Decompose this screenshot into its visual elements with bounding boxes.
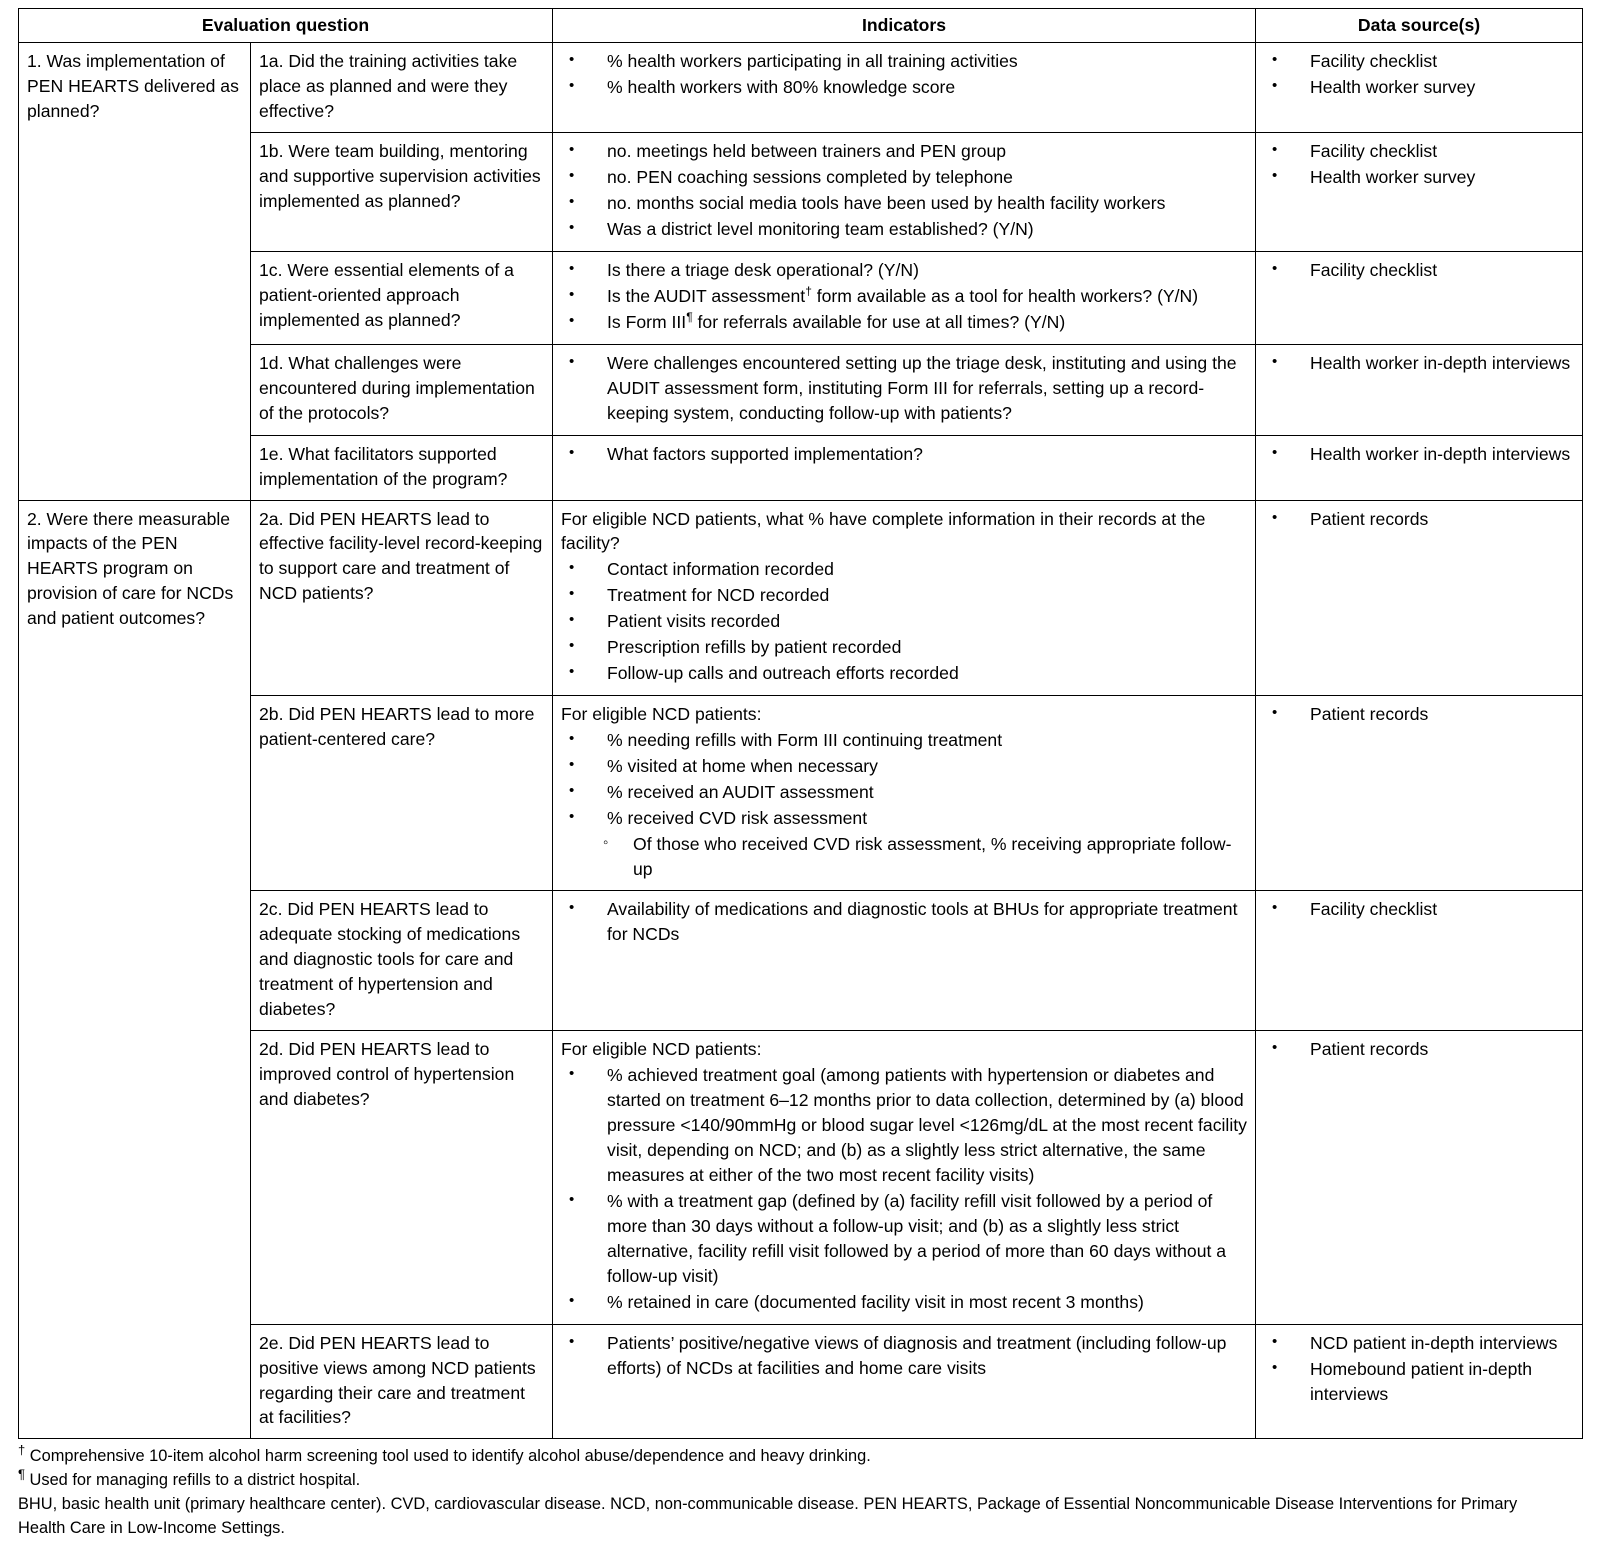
- list-item: • Facility checklist: [1264, 49, 1574, 74]
- subquestion-2b: 2b. Did PEN HEARTS lead to more patient-centered care?: [251, 696, 553, 891]
- list-item: • no. meetings held between trainers and PEN group: [561, 139, 1247, 164]
- evaluation-question-2: 2. Were there measurable impacts of the PEN HEARTS program on provision of care for NCDs and patient outcomes?: [19, 500, 251, 1439]
- header-indicators: Indicators: [553, 9, 1256, 43]
- abbreviations-note: BHU, basic health unit (primary healthcare center). CVD, cardiovascular disease. NCD, non-communicable disease. PEN HEARTS, Package of Essential Noncommunicable Disease Interventions for Primary Health Care in Low-Income Settings.: [18, 1495, 1518, 1537]
- subquestion-1c: 1c. Were essential elements of a patient-oriented approach implemented as planned?: [251, 251, 553, 344]
- list-item: • % needing refills with Form III continuing treatment: [561, 728, 1247, 753]
- list-item: • Was a district level monitoring team established? (Y/N): [561, 217, 1247, 242]
- list-item: • % received CVD risk assessment: [561, 806, 1247, 831]
- indicator-text-cont: for referrals available for use at all times? (Y/N): [692, 311, 1066, 332]
- data-sources-1a: [1256, 42, 1583, 132]
- list-item: • Patients’ positive/negative views of diagnosis and treatment (including follow-up efforts) of NCDs at facilities and home care visits: [561, 1331, 1247, 1381]
- table-header-row: [19, 9, 1583, 43]
- subquestion-2a: 2a. Did PEN HEARTS lead to effective facility-level record-keeping to support care and treatment of NCD patients?: [251, 500, 553, 696]
- footnote-pilcrow: [18, 1466, 1582, 1493]
- subquestion-1e: 1e. What facilitators supported implementation of the program?: [251, 435, 553, 500]
- data-sources-1d: [1256, 344, 1583, 435]
- subquestion-1b: 1b. Were team building, mentoring and supportive supervision activities implemented as planned?: [251, 132, 553, 251]
- indicator-text-cont: form available as a tool for health workers? (Y/N): [811, 285, 1199, 306]
- dagger-marker: †: [18, 1442, 26, 1458]
- indicator-text: Is the AUDIT assessment: [607, 285, 806, 306]
- list-item: • Prescription refills by patient recorded: [561, 635, 1247, 660]
- evaluation-framework-table: [18, 8, 1583, 1439]
- data-sources-1e: [1256, 435, 1583, 500]
- data-sources-2d: [1256, 1030, 1583, 1324]
- footnote-marker-dagger: †: [805, 283, 812, 298]
- indicators-1c: [553, 251, 1256, 344]
- table-row: [19, 696, 1583, 891]
- table-row: [19, 891, 1583, 1031]
- list-item: • % achieved treatment goal (among patients with hypertension or diabetes and started on treatment 6–12 months prior to data collection, determined by (a) blood pressure <140/90mmHg or blood sugar level <126mg/dL at the most recent facility visit, depending on NCD; and (b) as a slightly less strict alternative, the same measures at either of the two most recent facility visits): [561, 1063, 1247, 1188]
- evaluation-question-1: 1. Was implementation of PEN HEARTS delivered as planned?: [19, 42, 251, 500]
- list-item: • Homebound patient in-depth interviews: [1264, 1357, 1574, 1407]
- footnote-dagger-text: Comprehensive 10-item alcohol harm screening tool used to identify alcohol abuse/dependence and heavy drinking.: [25, 1447, 871, 1466]
- sub-list-item: ◦ Of those who received CVD risk assessment, % receiving appropriate follow-up: [561, 832, 1247, 882]
- data-sources-1b: [1256, 132, 1583, 251]
- indicators-1a: [553, 42, 1256, 132]
- list-item: • Patient records: [1264, 1037, 1574, 1062]
- data-sources-1c: [1256, 251, 1583, 344]
- table-row: [19, 251, 1583, 344]
- table-row: [19, 435, 1583, 500]
- list-item: • Facility checklist: [1264, 258, 1574, 283]
- list-item: • no. PEN coaching sessions completed by telephone: [561, 165, 1247, 190]
- list-item: • Availability of medications and diagnostic tools at BHUs for appropriate treatment for NCDs: [561, 897, 1247, 947]
- data-sources-2a: [1256, 500, 1583, 696]
- list-item: • Health worker in-depth interviews: [1264, 442, 1574, 467]
- subquestion-2d: 2d. Did PEN HEARTS lead to improved control of hypertension and diabetes?: [251, 1030, 553, 1324]
- list-item: • NCD patient in-depth interviews: [1264, 1331, 1574, 1356]
- list-item: • Health worker survey: [1264, 165, 1574, 190]
- indicator-lead: For eligible NCD patients, what % have complete information in their records at the facility?: [561, 508, 1206, 554]
- footnote-marker-pilcrow: ¶: [686, 309, 693, 324]
- list-item: • % retained in care (documented facility visit in most recent 3 months): [561, 1290, 1247, 1315]
- header-data-sources: Data source(s): [1256, 9, 1583, 43]
- list-item: • % health workers with 80% knowledge score: [561, 75, 1247, 100]
- list-item: • Health worker in-depth interviews: [1264, 351, 1574, 376]
- indicators-2b: [553, 696, 1256, 891]
- table-row: [19, 42, 1583, 132]
- list-item: • Patient records: [1264, 507, 1574, 532]
- list-item: • % received an AUDIT assessment: [561, 780, 1247, 805]
- indicators-2d: [553, 1030, 1256, 1324]
- list-item: • Facility checklist: [1264, 139, 1574, 164]
- table-row: [19, 344, 1583, 435]
- list-item: • Follow-up calls and outreach efforts recorded: [561, 661, 1247, 686]
- list-item: • Patient visits recorded: [561, 609, 1247, 634]
- indicators-1b: [553, 132, 1256, 251]
- data-sources-2b: [1256, 696, 1583, 891]
- list-item: • % health workers participating in all training activities: [561, 49, 1247, 74]
- list-item: • no. months social media tools have been used by health facility workers: [561, 191, 1247, 216]
- indicator-text: Is Form III: [607, 311, 687, 332]
- header-evaluation-question: Evaluation question: [19, 9, 553, 43]
- footnote-dagger: [18, 1442, 1582, 1469]
- subquestion-2c: 2c. Did PEN HEARTS lead to adequate stocking of medications and diagnostic tools for care and treatment of hypertension and diabetes?: [251, 891, 553, 1031]
- indicators-2a: [553, 500, 1256, 696]
- list-item: • Were challenges encountered setting up the triage desk, instituting and using the AUDIT assessment form, instituting Form III for referrals, setting up a record-keeping system, conducting follow-up with patients?: [561, 351, 1247, 426]
- list-item: • % visited at home when necessary: [561, 754, 1247, 779]
- list-item: • What factors supported implementation?: [561, 442, 1247, 467]
- subquestion-1a: 1a. Did the training activities take place as planned and were they effective?: [251, 42, 553, 132]
- table-row: [19, 132, 1583, 251]
- list-item: • Patient records: [1264, 702, 1574, 727]
- indicator-lead: For eligible NCD patients:: [561, 704, 762, 725]
- list-item: • Facility checklist: [1264, 897, 1574, 922]
- data-sources-2c: [1256, 891, 1583, 1031]
- subquestion-2e: 2e. Did PEN HEARTS lead to positive views among NCD patients regarding their care and treatment at facilities?: [251, 1324, 553, 1439]
- data-sources-2e: [1256, 1324, 1583, 1439]
- subquestion-1d: 1d. What challenges were encountered during implementation of the protocols?: [251, 344, 553, 435]
- indicators-2c: [553, 891, 1256, 1031]
- footnote-pilcrow-text: Used for managing refills to a district hospital.: [24, 1471, 361, 1490]
- indicator-lead: For eligible NCD patients:: [561, 1038, 762, 1059]
- list-item: • Health worker survey: [1264, 75, 1574, 100]
- list-item: • Treatment for NCD recorded: [561, 583, 1247, 608]
- footnotes-section: [18, 1442, 1582, 1540]
- indicators-1e: [553, 435, 1256, 500]
- table-row: [19, 1324, 1583, 1439]
- indicators-1d: [553, 344, 1256, 435]
- list-item: [561, 284, 1247, 309]
- pilcrow-marker: ¶: [18, 1466, 25, 1482]
- list-item: [561, 310, 1247, 335]
- table-row: [19, 1030, 1583, 1324]
- indicators-2e: [553, 1324, 1256, 1439]
- list-item: • % with a treatment gap (defined by (a) facility refill visit followed by a period of more than 30 days without a follow-up visit; and (b) as a slightly less strict alternative, facility refill visit followed by a period of more than 60 days without a follow-up visit): [561, 1189, 1247, 1289]
- list-item: • Contact information recorded: [561, 557, 1247, 582]
- list-item: • Is there a triage desk operational? (Y/N): [561, 258, 1247, 283]
- table-row: [19, 500, 1583, 696]
